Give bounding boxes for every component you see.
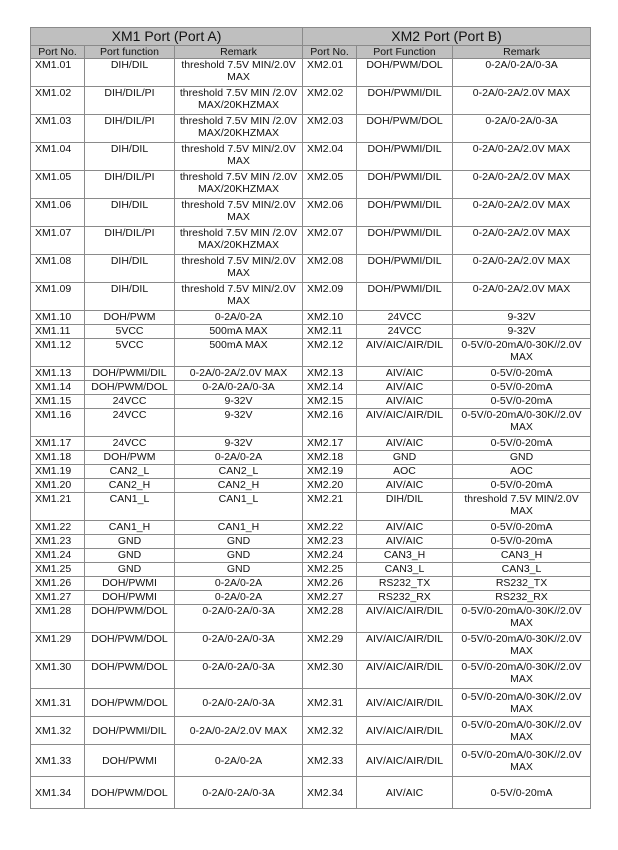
port-a-function: 5VCC (85, 339, 175, 367)
port-a-remark: 0-2A/0-2A/0-3A (175, 689, 303, 717)
port-a-number: XM1.01 (31, 59, 85, 87)
port-a-function: DIH/DIL (85, 255, 175, 283)
table-row (31, 633, 591, 661)
port-b-remark: 9-32V (453, 325, 591, 339)
port-b-remark: 0-2A/0-2A/2.0V MAX (453, 171, 591, 199)
port-b-number: XM2.08 (303, 255, 357, 283)
port-b-remark: 0-5V/0-20mA/0-30K//2.0V MAX (453, 689, 591, 717)
port-b-remark: 0-5V/0-20mA (453, 535, 591, 549)
port-b-function: DOH/PWMI/DIL (357, 255, 453, 283)
port-a-number: XM1.29 (31, 633, 85, 661)
port-a-remark: 0-2A/0-2A/0-3A (175, 605, 303, 633)
port-a-remark: 0-2A/0-2A (175, 451, 303, 465)
port-a-remark: 9-32V (175, 395, 303, 409)
port-b-remark: 0-2A/0-2A/2.0V MAX (453, 227, 591, 255)
port-a-function: DOH/PWM/DOL (85, 689, 175, 717)
port-a-number: XM1.26 (31, 577, 85, 591)
table-row (31, 577, 591, 591)
port-b-number: XM2.34 (303, 777, 357, 809)
port-b-function: AIV/AIC/AIR/DIL (357, 339, 453, 367)
port-b-remark: 9-32V (453, 311, 591, 325)
port-a-title: XM1 Port (Port A) (31, 28, 303, 46)
port-b-remark: 0-5V/0-20mA/0-30K//2.0V MAX (453, 633, 591, 661)
port-b-number: XM2.14 (303, 381, 357, 395)
port-a-function: 24VCC (85, 437, 175, 451)
port-b-number: XM2.19 (303, 465, 357, 479)
port-b-number: XM2.10 (303, 311, 357, 325)
port-b-number: XM2.04 (303, 143, 357, 171)
port-a-function: DIH/DIL/PI (85, 171, 175, 199)
port-b-number: XM2.01 (303, 59, 357, 87)
port-b-number: XM2.31 (303, 689, 357, 717)
port-b-remark: 0-5V/0-20mA (453, 521, 591, 535)
port-a-remark: GND (175, 549, 303, 563)
table-row (31, 479, 591, 493)
table-row (31, 325, 591, 339)
port-b-remark: CAN3_L (453, 563, 591, 577)
table-row (31, 311, 591, 325)
port-b-number: XM2.22 (303, 521, 357, 535)
port-b-remark: 0-5V/0-20mA (453, 479, 591, 493)
port-b-function: AIV/AIC (357, 381, 453, 395)
port-a-number: XM1.15 (31, 395, 85, 409)
port-a-function: CAN1_H (85, 521, 175, 535)
table-row (31, 745, 591, 777)
port-a-remark: GND (175, 535, 303, 549)
port-b-title: XM2 Port (Port B) (303, 28, 591, 46)
port-b-function: AIV/AIC (357, 521, 453, 535)
port-a-number: XM1.16 (31, 409, 85, 437)
table-row (31, 661, 591, 689)
port-b-number: XM2.32 (303, 717, 357, 745)
port-a-number: XM1.19 (31, 465, 85, 479)
port-a-number: XM1.20 (31, 479, 85, 493)
port-b-function: AIV/AIC/AIR/DIL (357, 661, 453, 689)
table-row (31, 367, 591, 381)
port-a-number: XM1.07 (31, 227, 85, 255)
table-row (31, 381, 591, 395)
port-a-number: XM1.24 (31, 549, 85, 563)
port-a-number: XM1.22 (31, 521, 85, 535)
port-a-function: GND (85, 563, 175, 577)
table-row (31, 605, 591, 633)
port-a-function: DIH/DIL (85, 143, 175, 171)
port-b-function: RS232_TX (357, 577, 453, 591)
port-a-remark: threshold 7.5V MIN/2.0V MAX (175, 199, 303, 227)
port-b-number: XM2.07 (303, 227, 357, 255)
port-a-remark: threshold 7.5V MIN/2.0V MAX (175, 283, 303, 311)
port-a-function: DOH/PWMI/DIL (85, 717, 175, 745)
port-b-function: AIV/AIC (357, 535, 453, 549)
port-a-function: DOH/PWMI (85, 745, 175, 777)
port-b-remark: GND (453, 451, 591, 465)
port-a-remark: CAN2_H (175, 479, 303, 493)
port-b-function: DOH/PWMI/DIL (357, 143, 453, 171)
port-a-function: DOH/PWM (85, 451, 175, 465)
table-row (31, 717, 591, 745)
port-a-function: DOH/PWM/DOL (85, 661, 175, 689)
port-a-number: XM1.23 (31, 535, 85, 549)
port-a-number: XM1.09 (31, 283, 85, 311)
port-a-function: DIH/DIL (85, 199, 175, 227)
header-a-remark: Remark (175, 46, 303, 59)
port-a-number: XM1.06 (31, 199, 85, 227)
port-table-body (31, 59, 591, 809)
table-row (31, 171, 591, 199)
port-b-remark: AOC (453, 465, 591, 479)
port-b-number: XM2.15 (303, 395, 357, 409)
port-b-remark: threshold 7.5V MIN/2.0V MAX (453, 493, 591, 521)
port-a-number: XM1.14 (31, 381, 85, 395)
port-b-function: DOH/PWMI/DIL (357, 171, 453, 199)
port-table (30, 27, 591, 809)
port-b-number: XM2.12 (303, 339, 357, 367)
table-row (31, 549, 591, 563)
port-a-remark: 0-2A/0-2A/0-3A (175, 777, 303, 809)
port-b-remark: 0-5V/0-20mA (453, 381, 591, 395)
port-a-number: XM1.32 (31, 717, 85, 745)
port-b-remark: 0-2A/0-2A/2.0V MAX (453, 255, 591, 283)
table-row (31, 591, 591, 605)
port-b-function: AOC (357, 465, 453, 479)
table-row (31, 227, 591, 255)
port-b-number: XM2.05 (303, 171, 357, 199)
port-a-remark: 0-2A/0-2A (175, 577, 303, 591)
port-a-function: CAN2_L (85, 465, 175, 479)
port-b-remark: 0-2A/0-2A/2.0V MAX (453, 283, 591, 311)
port-a-function: DOH/PWMI (85, 591, 175, 605)
port-b-function: DOH/PWM/DOL (357, 115, 453, 143)
port-a-remark: threshold 7.5V MIN/2.0V MAX (175, 59, 303, 87)
port-a-number: XM1.34 (31, 777, 85, 809)
port-a-number: XM1.05 (31, 171, 85, 199)
port-b-function: DOH/PWMI/DIL (357, 227, 453, 255)
port-b-remark: 0-2A/0-2A/2.0V MAX (453, 199, 591, 227)
port-a-remark: CAN1_L (175, 493, 303, 521)
port-b-number: XM2.18 (303, 451, 357, 465)
port-b-function: DOH/PWMI/DIL (357, 199, 453, 227)
port-a-remark: 0-2A/0-2A/2.0V MAX (175, 717, 303, 745)
table-row (31, 59, 591, 87)
port-b-remark: CAN3_H (453, 549, 591, 563)
port-b-function: AIV/AIC/AIR/DIL (357, 745, 453, 777)
port-b-remark: 0-5V/0-20mA (453, 395, 591, 409)
port-a-number: XM1.21 (31, 493, 85, 521)
port-b-function: AIV/AIC/AIR/DIL (357, 409, 453, 437)
port-b-remark: 0-5V/0-20mA/0-30K//2.0V MAX (453, 339, 591, 367)
table-row (31, 535, 591, 549)
port-a-function: DOH/PWM/DOL (85, 777, 175, 809)
port-a-remark: threshold 7.5V MIN /2.0V MAX/20KHZMAX (175, 115, 303, 143)
port-a-function: CAN2_H (85, 479, 175, 493)
table-row (31, 689, 591, 717)
port-a-remark: threshold 7.5V MIN/2.0V MAX (175, 255, 303, 283)
port-b-function: CAN3_L (357, 563, 453, 577)
port-a-number: XM1.31 (31, 689, 85, 717)
port-a-remark: threshold 7.5V MIN /2.0V MAX/20KHZMAX (175, 171, 303, 199)
port-a-function: DIH/DIL (85, 283, 175, 311)
header-b-remark: Remark (453, 46, 591, 59)
port-a-number: XM1.27 (31, 591, 85, 605)
port-b-function: AIV/AIC/AIR/DIL (357, 689, 453, 717)
port-b-number: XM2.30 (303, 661, 357, 689)
port-a-function: DOH/PWM/DOL (85, 605, 175, 633)
port-b-number: XM2.06 (303, 199, 357, 227)
port-a-number: XM1.12 (31, 339, 85, 367)
port-b-remark: 0-2A/0-2A/2.0V MAX (453, 143, 591, 171)
port-b-number: XM2.28 (303, 605, 357, 633)
port-a-function: DOH/PWM (85, 311, 175, 325)
port-a-number: XM1.08 (31, 255, 85, 283)
port-b-function: DIH/DIL (357, 493, 453, 521)
port-b-number: XM2.27 (303, 591, 357, 605)
port-a-function: DOH/PWMI (85, 577, 175, 591)
port-a-remark: CAN1_H (175, 521, 303, 535)
table-row (31, 283, 591, 311)
port-a-number: XM1.10 (31, 311, 85, 325)
port-a-number: XM1.25 (31, 563, 85, 577)
port-b-function: RS232_RX (357, 591, 453, 605)
port-b-remark: 0-2A/0-2A/0-3A (453, 59, 591, 87)
port-a-remark: 0-2A/0-2A/2.0V MAX (175, 367, 303, 381)
table-row (31, 199, 591, 227)
table-row (31, 143, 591, 171)
port-a-remark: 0-2A/0-2A (175, 591, 303, 605)
port-b-remark: 0-5V/0-20mA (453, 367, 591, 381)
port-b-number: XM2.11 (303, 325, 357, 339)
table-row (31, 339, 591, 367)
port-b-function: AIV/AIC/AIR/DIL (357, 605, 453, 633)
port-a-number: XM1.18 (31, 451, 85, 465)
port-a-function: DOH/PWM/DOL (85, 633, 175, 661)
port-a-function: CAN1_L (85, 493, 175, 521)
table-row (31, 521, 591, 535)
port-b-number: XM2.21 (303, 493, 357, 521)
port-a-remark: 0-2A/0-2A/0-3A (175, 381, 303, 395)
port-b-function: AIV/AIC (357, 479, 453, 493)
port-b-number: XM2.20 (303, 479, 357, 493)
port-b-function: AIV/AIC (357, 777, 453, 809)
table-row (31, 465, 591, 479)
port-b-remark: 0-5V/0-20mA/0-30K//2.0V MAX (453, 717, 591, 745)
port-a-remark: threshold 7.5V MIN /2.0V MAX/20KHZMAX (175, 227, 303, 255)
table-row (31, 409, 591, 437)
port-a-number: XM1.13 (31, 367, 85, 381)
port-b-number: XM2.17 (303, 437, 357, 451)
table-row (31, 437, 591, 451)
port-b-remark: 0-5V/0-20mA/0-30K//2.0V MAX (453, 745, 591, 777)
table-row (31, 115, 591, 143)
port-b-remark: RS232_TX (453, 577, 591, 591)
port-a-number: XM1.04 (31, 143, 85, 171)
header-b-port-function: Port Function (357, 46, 453, 59)
port-a-number: XM1.03 (31, 115, 85, 143)
port-a-remark: 9-32V (175, 437, 303, 451)
port-b-number: XM2.29 (303, 633, 357, 661)
header-b-port-no: Port No. (303, 46, 357, 59)
port-a-number: XM1.30 (31, 661, 85, 689)
header-a-port-function: Port function (85, 46, 175, 59)
port-b-remark: 0-5V/0-20mA/0-30K//2.0V MAX (453, 409, 591, 437)
port-b-function: DOH/PWM/DOL (357, 59, 453, 87)
port-a-function: DIH/DIL/PI (85, 87, 175, 115)
port-b-remark: 0-2A/0-2A/2.0V MAX (453, 87, 591, 115)
port-b-number: XM2.16 (303, 409, 357, 437)
port-a-remark: GND (175, 563, 303, 577)
table-row (31, 451, 591, 465)
port-b-function: AIV/AIC/AIR/DIL (357, 633, 453, 661)
port-b-remark: 0-5V/0-20mA/0-30K//2.0V MAX (453, 661, 591, 689)
port-b-function: AIV/AIC/AIR/DIL (357, 717, 453, 745)
port-a-remark: CAN2_L (175, 465, 303, 479)
port-b-remark: 0-2A/0-2A/0-3A (453, 115, 591, 143)
port-b-number: XM2.09 (303, 283, 357, 311)
table-row (31, 395, 591, 409)
port-b-remark: 0-5V/0-20mA (453, 437, 591, 451)
port-b-number: XM2.03 (303, 115, 357, 143)
port-b-function: DOH/PWMI/DIL (357, 87, 453, 115)
port-b-number: XM2.24 (303, 549, 357, 563)
port-a-remark: 500mA MAX (175, 339, 303, 367)
port-a-function: DIH/DIL (85, 59, 175, 87)
port-a-function: GND (85, 535, 175, 549)
port-a-function: DOH/PWM/DOL (85, 381, 175, 395)
port-a-remark: 500mA MAX (175, 325, 303, 339)
table-row (31, 563, 591, 577)
port-a-number: XM1.33 (31, 745, 85, 777)
table-row (31, 777, 591, 809)
port-a-function: 24VCC (85, 409, 175, 437)
table-row (31, 493, 591, 521)
port-a-remark: threshold 7.5V MIN /2.0V MAX/20KHZMAX (175, 87, 303, 115)
port-a-remark: 0-2A/0-2A/0-3A (175, 661, 303, 689)
header-a-port-no: Port No. (31, 46, 85, 59)
port-a-number: XM1.11 (31, 325, 85, 339)
port-b-function: 24VCC (357, 311, 453, 325)
port-a-number: XM1.28 (31, 605, 85, 633)
table-row (31, 87, 591, 115)
port-b-function: GND (357, 451, 453, 465)
port-a-function: 5VCC (85, 325, 175, 339)
port-a-remark: 9-32V (175, 409, 303, 437)
port-a-function: GND (85, 549, 175, 563)
port-b-number: XM2.13 (303, 367, 357, 381)
port-a-remark: 0-2A/0-2A (175, 311, 303, 325)
port-b-number: XM2.33 (303, 745, 357, 777)
port-b-function: AIV/AIC (357, 367, 453, 381)
port-a-function: DIH/DIL/PI (85, 227, 175, 255)
port-a-number: XM1.02 (31, 87, 85, 115)
port-b-number: XM2.23 (303, 535, 357, 549)
port-a-remark: 0-2A/0-2A (175, 745, 303, 777)
port-a-remark: 0-2A/0-2A/0-3A (175, 633, 303, 661)
port-b-remark: 0-5V/0-20mA (453, 777, 591, 809)
port-a-number: XM1.17 (31, 437, 85, 451)
port-b-number: XM2.02 (303, 87, 357, 115)
port-table-sheet (30, 27, 590, 809)
table-row (31, 255, 591, 283)
port-a-function: DOH/PWMI/DIL (85, 367, 175, 381)
port-a-function: DIH/DIL/PI (85, 115, 175, 143)
port-b-number: XM2.26 (303, 577, 357, 591)
port-b-function: AIV/AIC (357, 395, 453, 409)
port-a-remark: threshold 7.5V MIN/2.0V MAX (175, 143, 303, 171)
port-b-function: DOH/PWMI/DIL (357, 283, 453, 311)
port-b-function: AIV/AIC (357, 437, 453, 451)
port-b-function: 24VCC (357, 325, 453, 339)
port-b-remark: RS232_RX (453, 591, 591, 605)
port-b-number: XM2.25 (303, 563, 357, 577)
port-b-function: CAN3_H (357, 549, 453, 563)
port-b-remark: 0-5V/0-20mA/0-30K//2.0V MAX (453, 605, 591, 633)
port-a-function: 24VCC (85, 395, 175, 409)
